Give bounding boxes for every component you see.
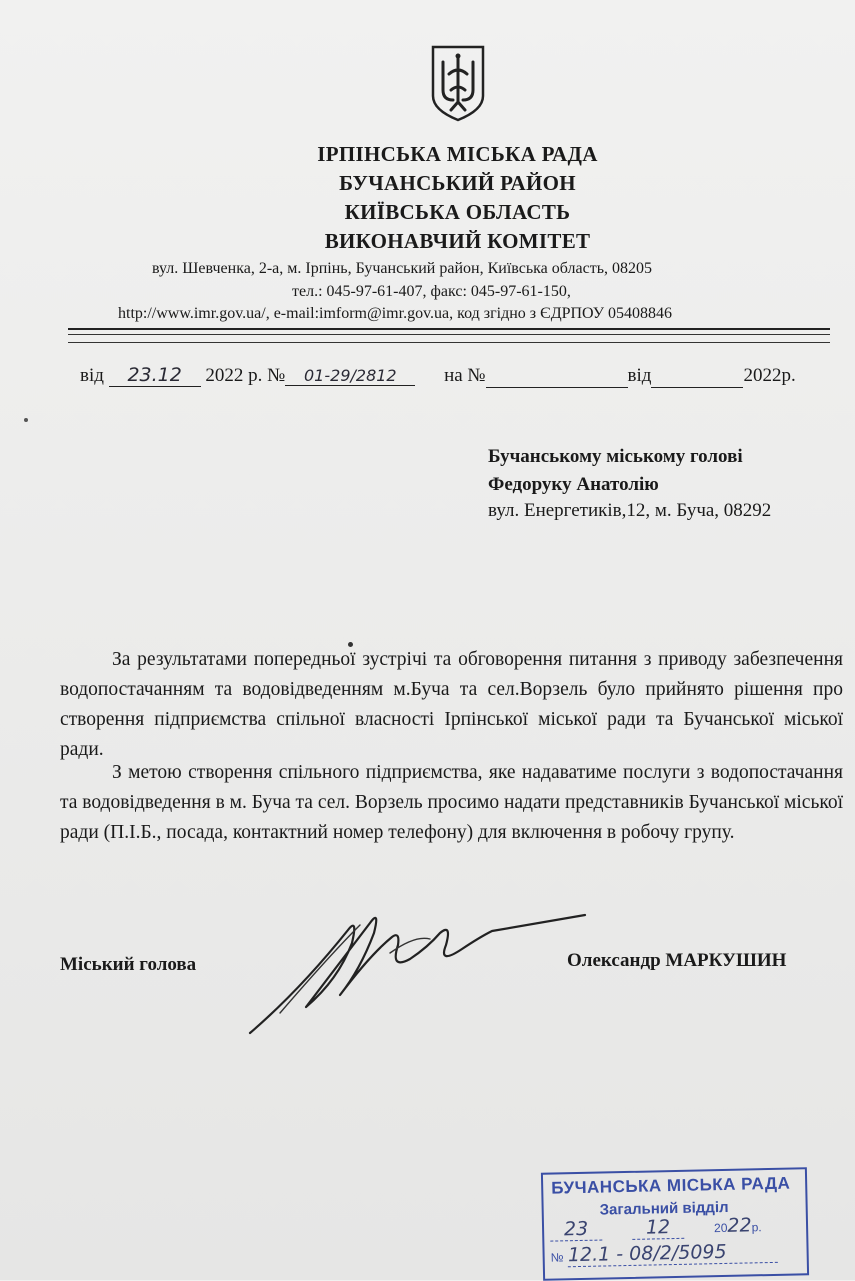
ref-to-number-blank <box>486 365 628 388</box>
reference-line <box>80 364 796 388</box>
stamp-year-letter: р. <box>751 1220 762 1235</box>
body-paragraph-1-text: За результатами попередньої зустрічі та обговорення питання з приводу забезпечення водопостачанням та водовідведенням м.Буча та сел.Ворзель було прийнято рішення про створення підприємства спільної власності Ірпінської міської ради та Бучанської міської ради. <box>60 649 843 760</box>
header-web-email: http://www.imr.gov.ua/, e-mail:imform@imr.gov.ua, код згідно з ЄДРПОУ 05408846 <box>118 305 673 322</box>
stamp-date-row <box>550 1214 762 1241</box>
body-paragraph-2 <box>60 758 843 848</box>
stamp-year-prefix: 20 <box>713 1220 728 1236</box>
ref-year-text: 2022 р. № <box>205 365 286 386</box>
header-council-name: ІРПІНСЬКА МІСЬКА РАДА <box>317 142 598 166</box>
ref-date-handwritten: 23.12 <box>109 364 201 387</box>
header-address: вул. Шевченка, 2-а, м. Ірпінь, Бучанський район, Київська область, 08205 <box>152 260 652 277</box>
stamp-month: 12 <box>632 1216 684 1240</box>
header-divider-thin-2 <box>68 342 830 343</box>
header-divider-thin <box>68 334 830 335</box>
header-executive-committee: ВИКОНАВЧИЙ КОМІТЕТ <box>324 229 591 253</box>
stamp-number: 12.1 - 08/2/5095 <box>568 1240 778 1267</box>
recipient-name: Федоруку Анатолію <box>488 474 659 495</box>
ref-to-label: на № <box>444 365 486 386</box>
trident-emblem-icon <box>429 44 487 122</box>
stamp-year-suffix: 22 <box>727 1214 752 1237</box>
registration-stamp <box>541 1167 809 1281</box>
stamp-number-row <box>550 1240 778 1268</box>
recipient-address: вул. Енергетиків,12, м. Буча, 08292 <box>488 500 772 521</box>
header-region: КИЇВСЬКА ОБЛАСТЬ <box>344 200 571 224</box>
body-paragraph-1 <box>60 645 843 765</box>
signatory-position: Міський голова <box>60 954 197 975</box>
recipient-title: Бучанському міському голові <box>488 446 743 467</box>
stamp-day: 23 <box>550 1218 602 1242</box>
header-phones: тел.: 045-97-61-407, факс: 045-97-61-150, <box>292 283 571 300</box>
ref-year-text-2: 2022р. <box>743 365 796 386</box>
stamp-number-label: № <box>550 1250 564 1265</box>
stamp-department: Загальний відділ <box>599 1198 729 1219</box>
stamp-council-name: БУЧАНСЬКА МІСЬКА РАДА <box>551 1173 791 1198</box>
ref-number-handwritten: 01-29/2812 <box>285 366 415 386</box>
ref-from-label: від <box>80 365 104 386</box>
header-district: БУЧАНСЬКИЙ РАЙОН <box>339 171 576 195</box>
ref-from-label-2: від <box>627 365 652 386</box>
paper-speck <box>24 418 28 422</box>
body-paragraph-2-text: З метою створення спільного підприємства, яке надаватиме послуги з водопостачання та водовідведення в м. Буча та сел. Ворзель просимо надати представників Бучанської міської ради (П.І.Б., посада, контактний номер телефону) для включення в робочу групу. <box>60 762 843 843</box>
signatory-name: Олександр МАРКУШИН <box>567 950 787 971</box>
header-divider-thick <box>68 328 830 330</box>
ref-to-date-blank <box>651 365 743 388</box>
handwritten-signature <box>240 895 600 1045</box>
paper-speck-2 <box>348 642 353 647</box>
